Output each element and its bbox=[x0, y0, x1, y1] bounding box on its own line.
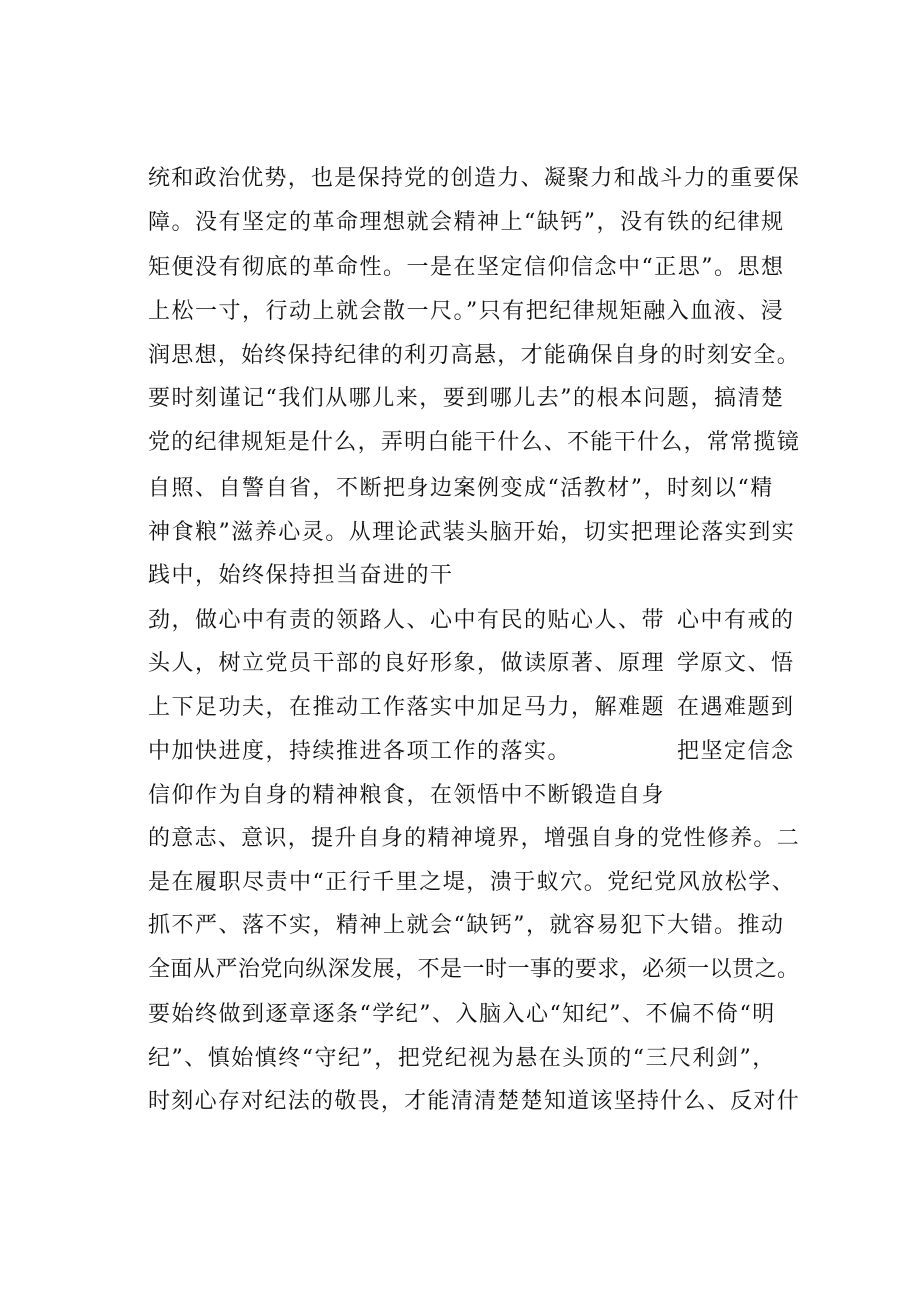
text-line: 要始终做到逐章逐条“学纪”、入脑入心“知纪”、不偏不倚“明 bbox=[148, 1002, 776, 1027]
text-line: 的意志、意识，提升自身的精神境界，增强自身的党性修养。二 bbox=[148, 826, 801, 851]
text-line: 党的纪律规矩是什么，弄明白能干什么、不能干什么，常常揽镜 bbox=[148, 430, 801, 455]
text-line: 全面从严治党向纵深发展，不是一时一事的要求，必须一以贯之。 bbox=[148, 957, 800, 982]
side-text-fragment: 心中有戒的 bbox=[677, 608, 795, 633]
side-text-fragment: 把坚定信念 bbox=[677, 739, 795, 764]
side-text-fragment: 学原文、悟 bbox=[677, 651, 795, 676]
text-line: 信仰作为自身的精神粮食，在领悟中不断锻造自身 bbox=[148, 783, 666, 808]
text-line: 矩便没有彻底的革命性。一是在坚定信仰信念中“正思”。思想 bbox=[148, 255, 785, 280]
text-line: 障。没有坚定的革命理想就会精神上“缺钙”，没有铁的纪律规 bbox=[148, 210, 785, 235]
text-line: 是在履职尽责中“正行千里之堤，溃于蚁穴。党纪党风放松学、 bbox=[148, 870, 796, 895]
text-line: 上下足功夫，在推动工作落实中加足马力，解难题 bbox=[148, 695, 666, 720]
text-line: 劲，做心中有责的领路人、心中有民的贴心人、带 bbox=[148, 608, 666, 633]
text-line: 抓不严、落不实，精神上就会“缺钙”，就容易犯下大错。推动 bbox=[148, 913, 785, 938]
text-line: 上松一寸，行动上就会散一尺。”只有把纪律规矩融入血液、浸 bbox=[148, 299, 785, 324]
text-line: 中加快进度，持续推进各项工作的落实。 bbox=[148, 739, 572, 764]
text-line: 头人，树立党员干部的良好形象，做读原著、原理 bbox=[148, 651, 666, 676]
text-line: 统和政治优势，也是保持党的创造力、凝聚力和战斗力的重要保 bbox=[148, 166, 801, 191]
text-line: 自照、自警自省，不断把身边案例变成“活教材”，时刻以“精 bbox=[148, 476, 774, 501]
text-line: 纪”、慎始慎终“守纪”，把党纪视为悬在头顶的“三尺利剑”， bbox=[148, 1046, 776, 1071]
text-line: 润思想，始终保持纪律的利刃高悬，才能确保自身的时刻安全。 bbox=[148, 343, 801, 368]
text-line: 要时刻谨记“我们从哪儿来，要到哪儿去”的根本问题，搞清楚 bbox=[148, 386, 785, 411]
text-line: 践中，始终保持担当奋进的干 bbox=[148, 563, 454, 588]
text-line: 神食粮”滋养心灵。从理论武装头脑开始，切实把理论落实到实 bbox=[148, 520, 796, 545]
text-line: 时刻心存对纪法的敬畏，才能清清楚楚知道该坚持什么、反对什 bbox=[148, 1089, 801, 1114]
side-text-fragment: 在遇难题到 bbox=[677, 695, 795, 720]
